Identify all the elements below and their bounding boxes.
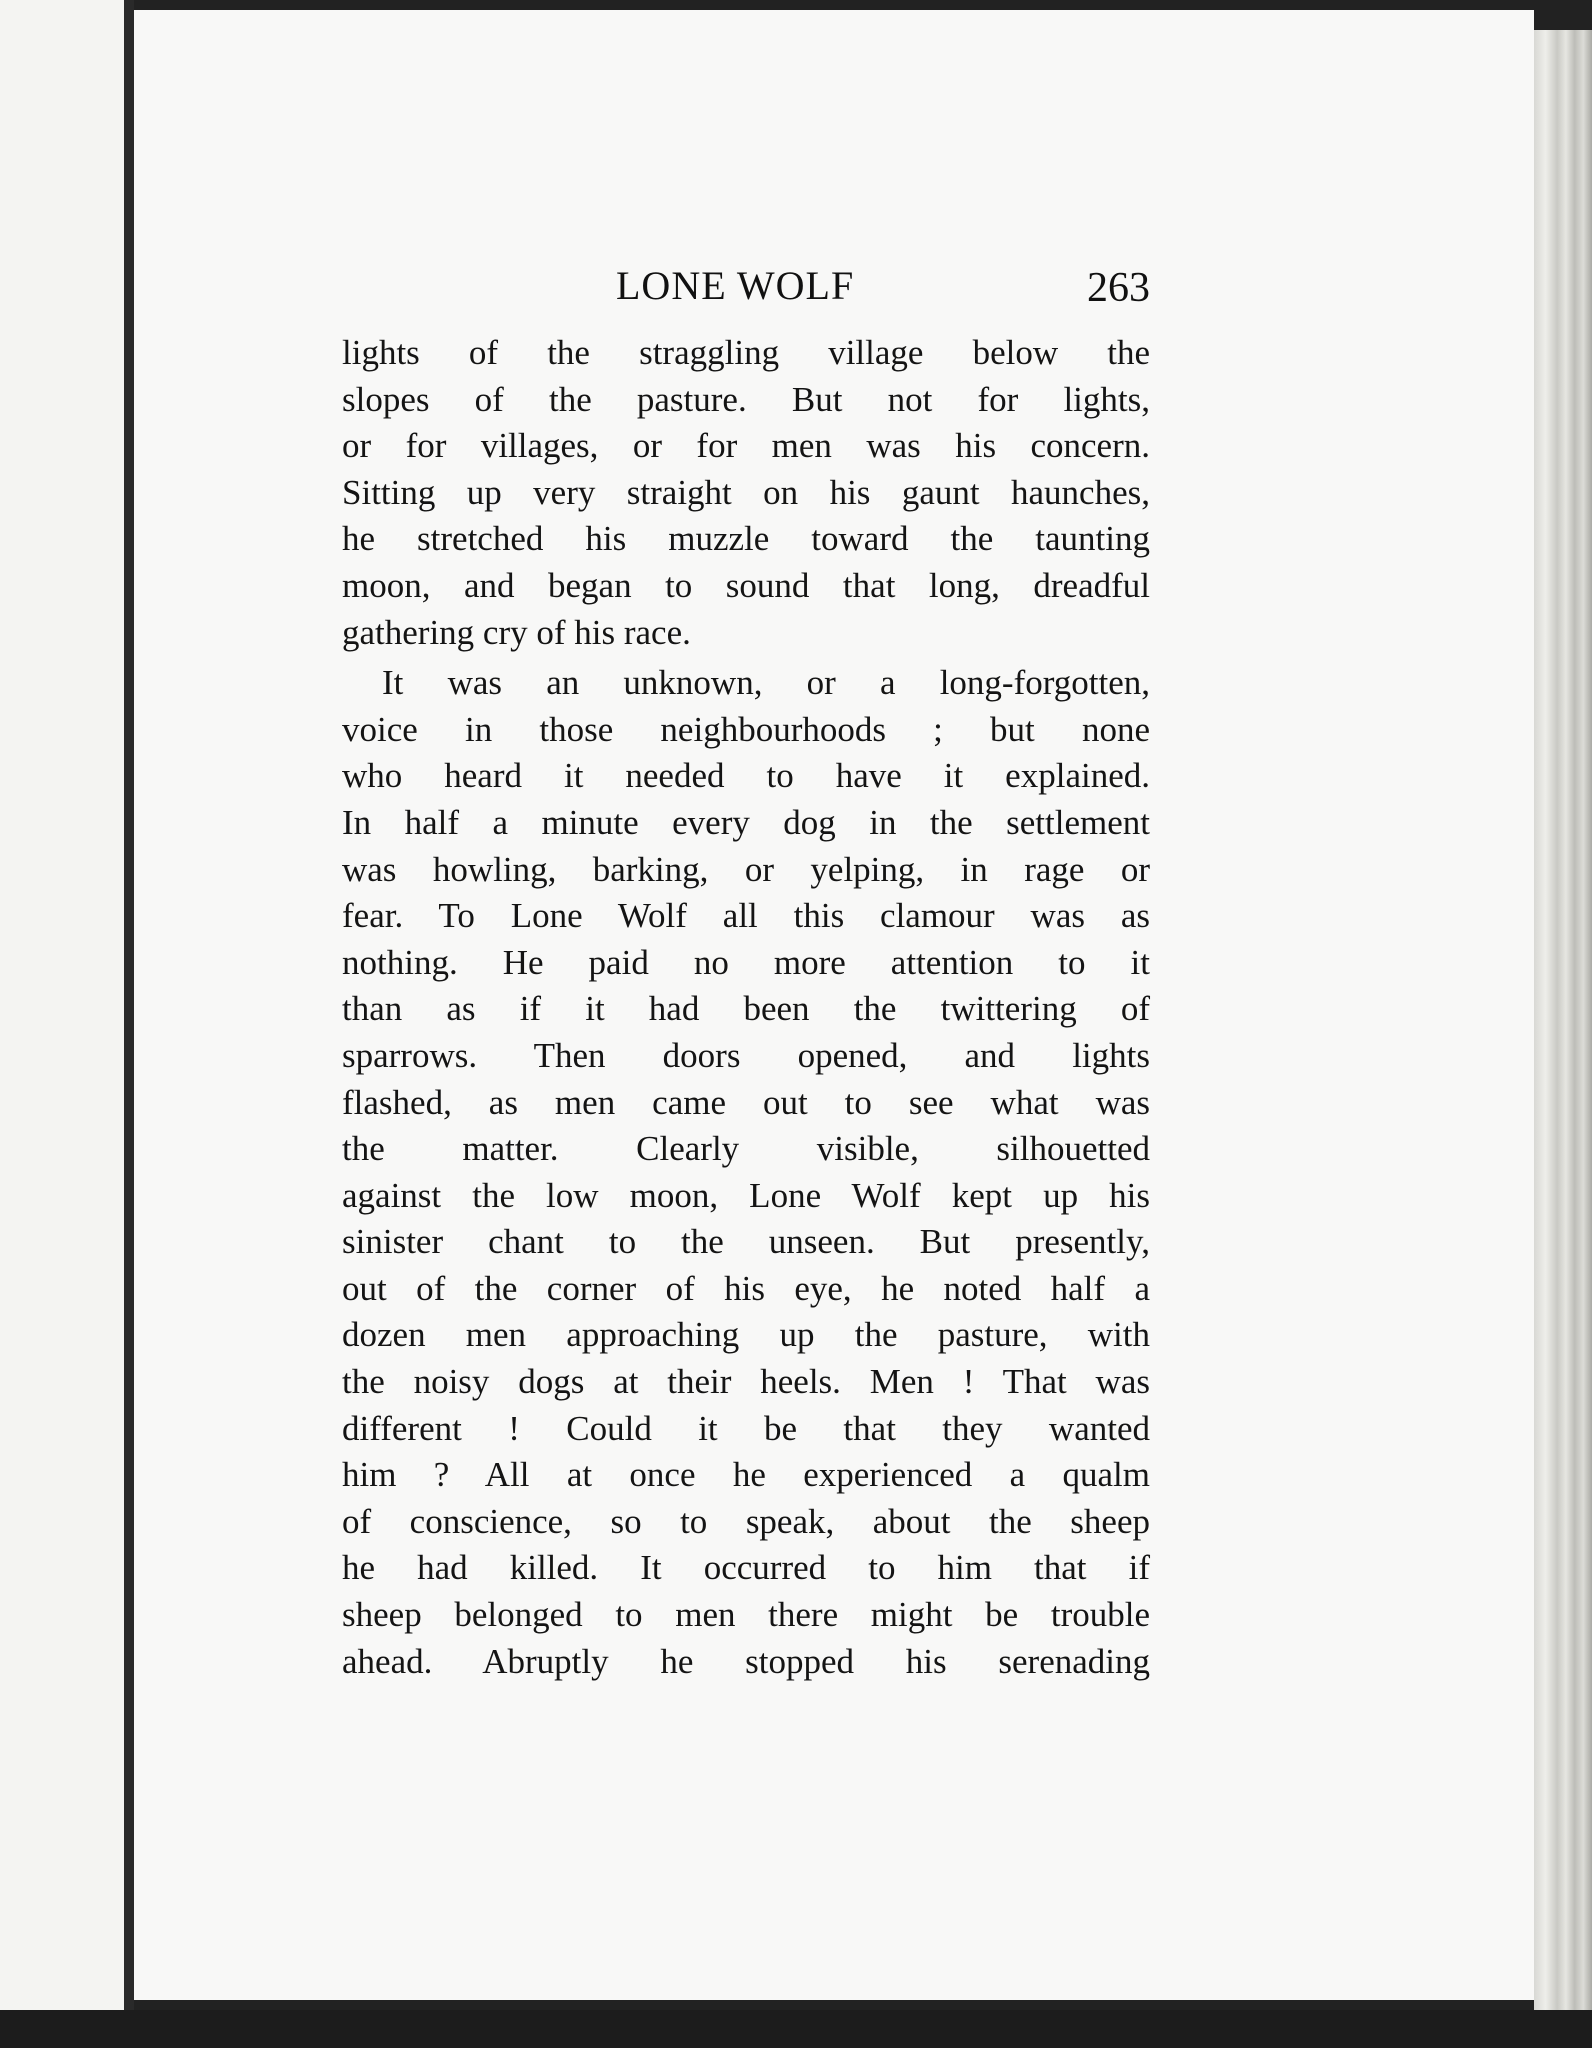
text-line: was howling, barking, or yelping, in rage or [342,849,1150,889]
running-header [348,262,1150,322]
text-line: of conscience, so to speak, about the sheep [342,1501,1150,1541]
text-line: lights of the straggling village below the [342,333,1150,372]
text-line: out of the corner of his eye, he noted half a [342,1268,1150,1308]
text-line: In half a minute every dog in the settlement [342,802,1150,842]
text-line: gathering cry of his race. [342,612,691,652]
facing-page-edge [0,0,124,2010]
text-line: sinister chant to the unseen. But presently, [342,1222,1150,1262]
running-title: LONE WOLF [616,263,855,308]
text-line: moon, and began to sound that long, dreadful [342,565,1150,605]
text-line: sheep belonged to men there might be trouble [342,1595,1150,1635]
scan-bottom-border [0,2010,1592,2048]
text-line: Sitting up very straight on his gaunt haunches, [342,472,1150,512]
text-line: nothing. He paid no more attention to it [342,942,1150,982]
text-line: him ? All at once he experienced a qualm [342,1455,1150,1495]
text-line: the noisy dogs at their heels. Men ! That was [342,1362,1150,1402]
text-line: ahead. Abruptly he stopped his serenading [342,1641,1150,1681]
text-line: It was an unknown, or a long-forgotten, [382,663,1150,703]
text-line: dozen men approaching up the pasture, with [342,1315,1150,1355]
text-line: against the low moon, Lone Wolf kept up his [342,1175,1150,1215]
paragraph [342,330,1150,656]
page-stack-edge [1534,30,1592,2020]
text-line: sparrows. Then doors opened, and lights [342,1035,1150,1075]
text-line: he had killed. It occurred to him that if [342,1548,1150,1588]
text-line: voice in those neighbourhoods ; but none [342,709,1150,749]
text-line: different ! Could it be that they wanted [342,1408,1150,1448]
text-line: or for villages, or for men was his concern. [342,426,1150,466]
book-gutter [124,0,134,2010]
text-line: fear. To Lone Wolf all this clamour was as [342,896,1150,936]
text-line: the matter. Clearly visible, silhouetted [342,1129,1150,1169]
text-line: flashed, as men came out to see what was [342,1082,1150,1122]
body-text [342,330,1150,1685]
text-line: who heard it needed to have it explained. [342,756,1150,796]
text-line: than as if it had been the twittering of [342,989,1150,1029]
page-number: 263 [1087,265,1150,311]
paragraph [342,660,1150,1685]
text-line: he stretched his muzzle toward the taunting [342,519,1150,559]
text-line: slopes of the pasture. But not for lights, [342,379,1150,419]
